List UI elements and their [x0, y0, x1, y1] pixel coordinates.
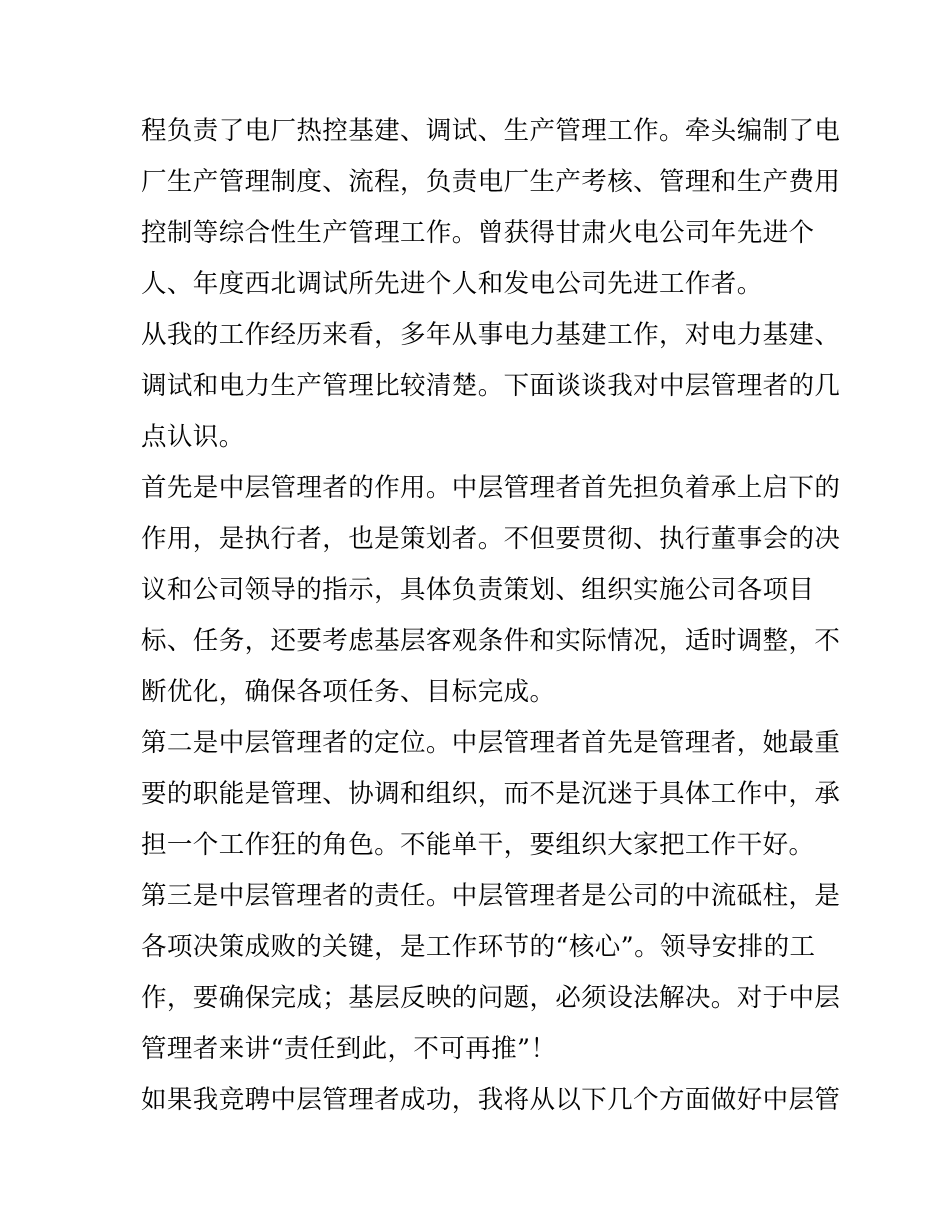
text-line: 程负责了电厂热控基建、调试、生产管理工作。牵头编制了电 — [141, 116, 841, 146]
text-line: 作用，是执行者，也是策划者。不但要贯彻、执行董事会的决 — [141, 524, 841, 554]
text-line: 控制等综合性生产管理工作。曾获得甘肃火电公司年先进个 — [141, 218, 815, 248]
body-text — [141, 106, 841, 1126]
text-line: 担一个工作狂的角色。不能单干，要组织大家把工作干好。 — [141, 830, 815, 860]
text-line: 断优化，确保各项任务、目标完成。 — [141, 677, 556, 707]
text-line: 议和公司领导的指示，具体负责策划、组织实施公司各项目 — [141, 575, 815, 605]
text-line: 首先是中层管理者的作用。中层管理者首先担负着承上启下的 — [141, 473, 841, 503]
text-line: 管理者来讲“责任到此，不可再推”！ — [141, 1034, 557, 1064]
text-line: 标、任务，还要考虑基层客观条件和实际情况，适时调整，不 — [141, 626, 841, 656]
text-line: 调试和电力生产管理比较清楚。下面谈谈我对中层管理者的几 — [141, 371, 841, 401]
text-line: 人、年度西北调试所先进个人和发电公司先进工作者。 — [141, 269, 763, 299]
text-line: 第三是中层管理者的责任。中层管理者是公司的中流砥柱，是 — [141, 881, 841, 911]
text-line: 各项决策成败的关键，是工作环节的“核心”。领导安排的工 — [141, 932, 816, 962]
text-line: 如果我竞聘中层管理者成功，我将从以下几个方面做好中层管 — [141, 1085, 841, 1115]
text-line: 厂生产管理制度、流程，负责电厂生产考核、管理和生产费用 — [141, 167, 841, 197]
text-line: 作，要确保完成；基层反映的问题，必须设法解决。对于中层 — [141, 983, 841, 1013]
text-line: 从我的工作经历来看，多年从事电力基建工作，对电力基建、 — [141, 320, 841, 350]
text-line: 点认识。 — [141, 422, 245, 452]
text-line: 第二是中层管理者的定位。中层管理者首先是管理者，她最重 — [141, 728, 841, 758]
text-line: 要的职能是管理、协调和组织，而不是沉迷于具体工作中，承 — [141, 779, 841, 809]
